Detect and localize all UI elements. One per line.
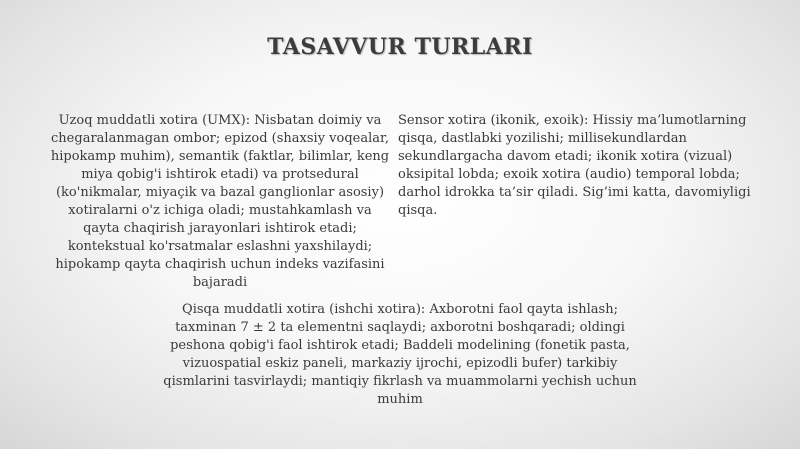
sensory-memory-text: Sensor xotira (ikonik, exoik): Hissiy ma’lumotlarning qisqa, dastlabki yozilishi; millisekundlardan sekundlargacha davom etadi; ikonik xotira (vizual) oksipital lobda; exoik xotira (audio) temporal lobda; darhol idrokka ta’sir qiladi. Sig’imi katta, davomiyligi qisqa. (398, 113, 751, 218)
short-term-memory-text: Qisqa muddatli xotira (ishchi xotira): Axborotni faol qayta ishlash; taxminan 7 ± 2 ta elementni saqlaydi; axborotni boshqaradi; oldingi peshona qobig'i faol ishtirok etadi; Baddeli modelining (fonetik pasta, vizuospatial eskiz paneli, markaziy ijrochi, epizodli bufer) tarkibiy qismlarini tasvirlaydi; mantiqiy fikrlash va muammolarni yechish uchun muhim (163, 302, 637, 407)
long-term-memory-text: Uzoq muddatli xotira (UMX): Nisbatan doimiy va chegaralanmagan ombor; epizod (shaxsiy voqealar, hipokamp muhim), semantik (faktlar, bilimlar, keng miya qobig'i ishtirok etadi) va protsedural (ko'nikmalar, miyaçik va bazal ganglionlar asosiy) xotiralarni o'z ichiga oladi; mustahkamlash va qayta chaqirish jarayonlari ishtirok etadi; kontekstual ko'rsatmalar eslashni yaxshilaydi; hipokamp qayta chaqirish uchun indeks vazifasini bajaradi (50, 113, 390, 290)
slide-title: TASAVVUR TURLARI (267, 34, 533, 60)
